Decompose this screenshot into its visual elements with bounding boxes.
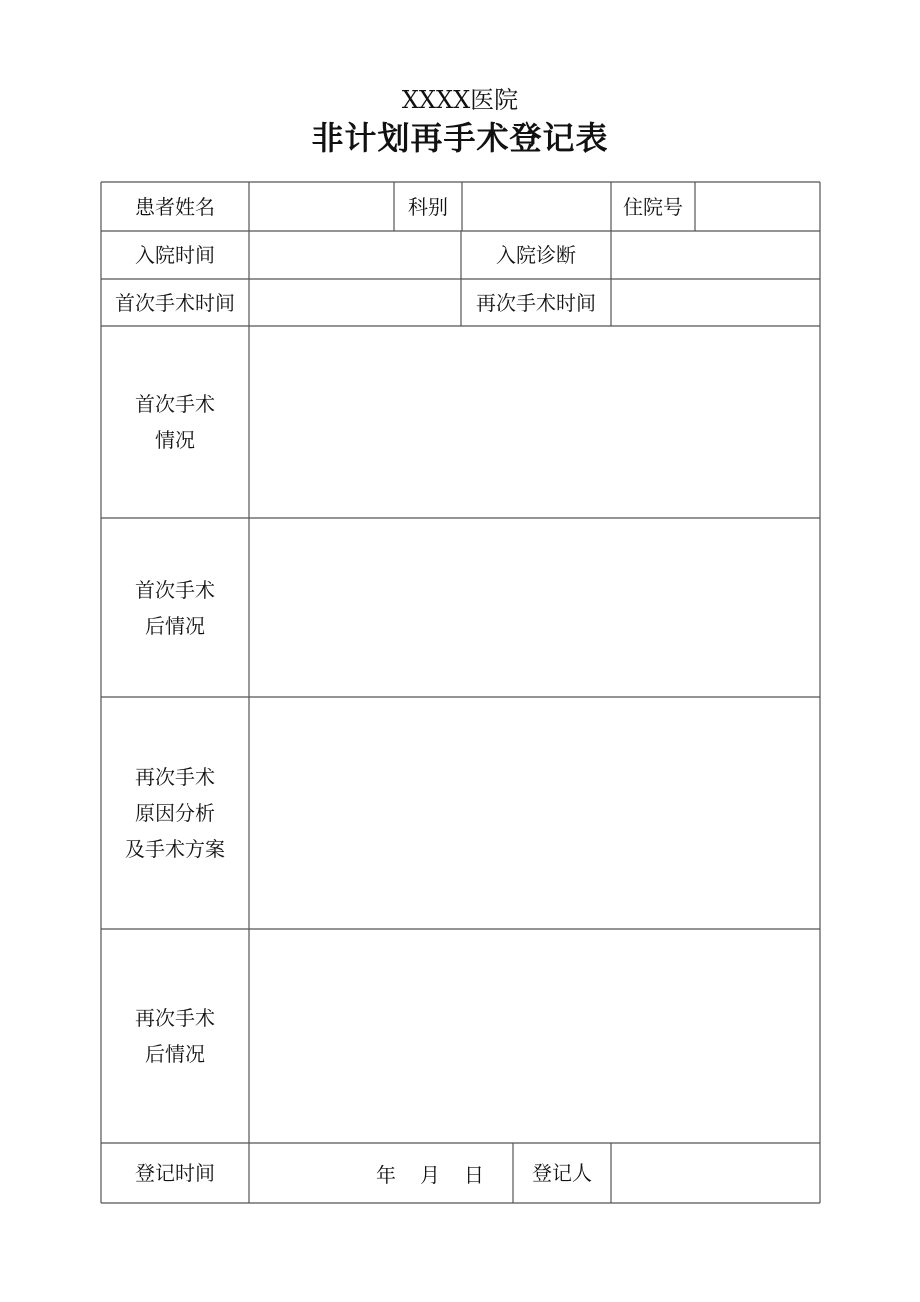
patient-name-field[interactable] [249, 182, 394, 231]
admission-no-field[interactable] [695, 182, 820, 231]
first-surgery-info-label-line-1: 首次手术 [135, 392, 215, 416]
after-second-surgery-field[interactable] [249, 929, 820, 1143]
registrar-field[interactable] [611, 1143, 820, 1203]
patient-name-label: 患者姓名 [135, 194, 215, 219]
admission-diagnosis-field[interactable] [611, 231, 820, 279]
reoperation-reason-label-line-3: 及手术方案 [125, 837, 225, 861]
date-day-unit: 日 [464, 1162, 484, 1187]
hospital-name: XXXX医院 [401, 86, 519, 114]
admission-time-field[interactable] [249, 231, 461, 279]
reoperation-reason-label-line-1: 再次手术 [135, 765, 215, 789]
reoperation-reason-label [101, 697, 249, 929]
after-first-surgery-label-line-2: 后情况 [145, 613, 205, 638]
registration-time-label: 登记时间 [135, 1161, 215, 1185]
second-surgery-time-field[interactable] [611, 279, 820, 326]
first-surgery-info-field[interactable] [249, 326, 820, 518]
reoperation-reason-label-line-2: 原因分析 [135, 801, 215, 825]
first-surgery-time-label: 首次手术时间 [115, 290, 235, 315]
form-title: 非计划再手术登记表 [311, 119, 609, 157]
first-surgery-time-field[interactable] [249, 279, 461, 326]
after-second-surgery-label-line-2: 后情况 [145, 1042, 205, 1066]
after-first-surgery-label [101, 518, 249, 697]
after-second-surgery-label [101, 929, 249, 1143]
after-first-surgery-label-line-1: 首次手术 [135, 577, 215, 602]
second-surgery-time-label: 再次手术时间 [476, 290, 596, 315]
admission-no-label: 住院号 [623, 194, 683, 219]
date-month-unit: 月 [420, 1162, 440, 1187]
admission-time-label: 入院时间 [135, 243, 215, 267]
reoperation-reason-field[interactable] [249, 697, 820, 929]
after-first-surgery-field[interactable] [249, 518, 820, 697]
date-year-unit: 年 [376, 1162, 396, 1187]
registrar-label: 登记人 [532, 1161, 592, 1185]
department-field[interactable] [462, 182, 611, 231]
registration-date-units [376, 1143, 484, 1203]
admission-diagnosis-label: 入院诊断 [496, 243, 576, 267]
first-surgery-info-label [101, 326, 249, 518]
after-second-surgery-label-line-1: 再次手术 [135, 1006, 215, 1030]
department-label: 科别 [408, 194, 448, 219]
first-surgery-info-label-line-2: 情况 [155, 428, 195, 452]
